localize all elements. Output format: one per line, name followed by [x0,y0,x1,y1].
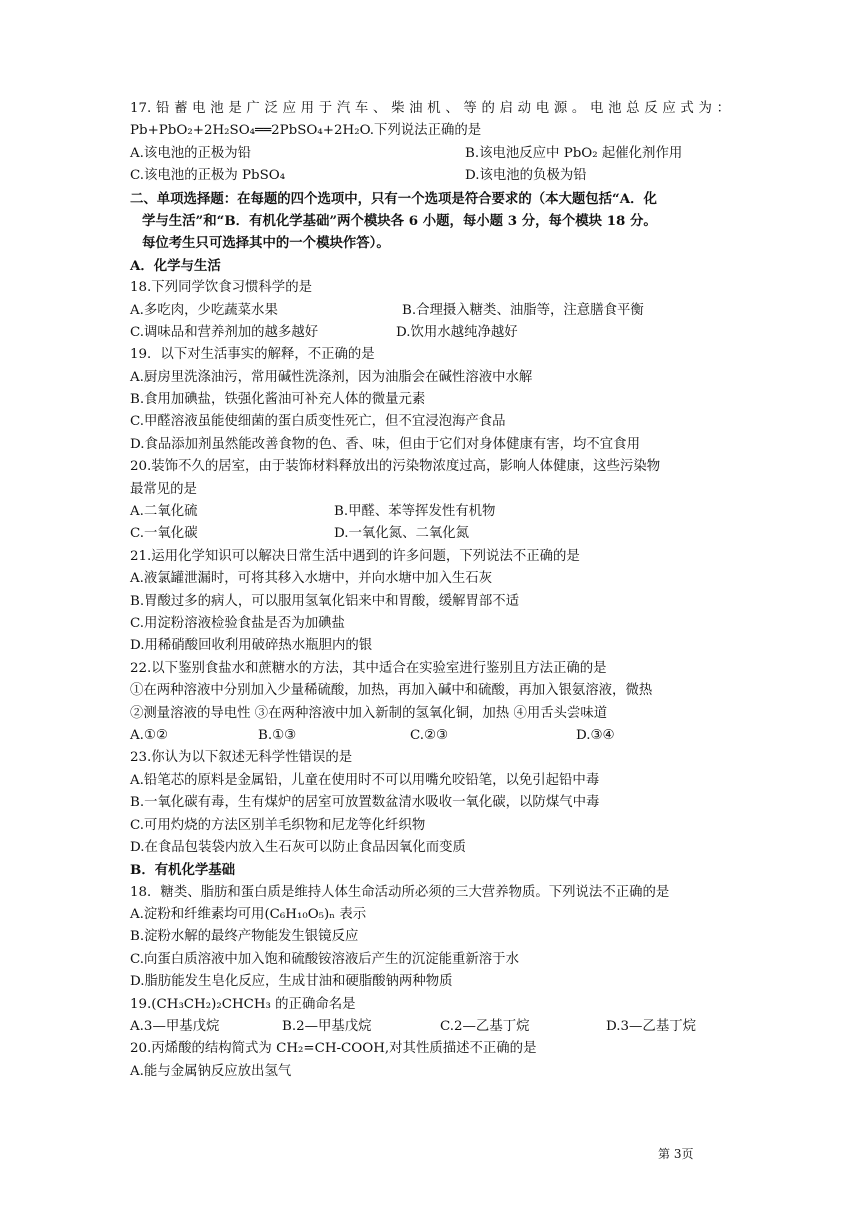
section-two-heading-line2: 学与生活”和“B．有机化学基础”两个模块各 6 小题，每小题 3 分，每个模块 18 分。 [142,212,657,229]
q19a-option-a: A.厨房里洗涤油污，常用碱性洗涤剂，因为油脂会在碱性溶液中水解 [130,369,533,385]
module-a-heading: A．化学与生活 [130,257,221,274]
q20a-options-ab [130,501,730,523]
q18b-option-d: D.脂肪能发生皂化反应，生成甘油和硬脂酸钠两种物质 [130,974,453,990]
q20b-stem: 20.丙烯酸的结构简式为 CH₂=CH-COOH,对其性质描述不正确的是 [130,1041,537,1057]
q17-options-cd [130,165,730,187]
option-text: C.该电池的正极为 PbSO₄ [130,168,286,184]
q18b-stem: 18．糖类、脂肪和蛋白质是维持人体生命活动所必须的三大营养物质。下列说法不正确的是 [130,884,670,900]
q18a-options-cd [130,322,730,344]
option-text: A.①② [130,727,168,743]
option-text: A.3—甲基戊烷 [130,1019,220,1035]
option-text: D.3—乙基丁烷 [606,1019,696,1035]
q22a-stem: 22.以下鉴别食盐水和蔗糖水的方法，其中适合在实验室进行鉴别且方法正确的是 [130,660,607,676]
section-two-heading-line3: 每位考生只可选择其中的一个模块作答）。 [142,235,390,252]
option-text: D.一氧化氮、二氧化氮 [334,526,470,542]
option-text: D.该电池的负极为铅 [465,168,587,184]
section-two-heading: 二、单项选择题：在每题的四个选项中，只有一个选项是符合要求的（本大题包括“A．化 [130,190,657,207]
q17-stem-line2: Pb+PbO₂+2H₂SO₄══2PbSO₄+2H₂O.下列说法正确的是 [130,123,482,139]
q19a-option-b: B.食用加碘盐，铁强化酱油可补充人体的微量元素 [130,392,426,408]
q21a-stem: 21.运用化学知识可以解决日常生活中遇到的许多问题，下列说法不正确的是 [130,548,580,564]
q21a-option-b: B.胃酸过多的病人，可以服用氢氧化铝来中和胃酸，缓解胃部不适 [130,593,520,609]
module-b-heading: B．有机化学基础 [130,862,236,879]
option-text: B.甲醛、苯等挥发性有机物 [334,504,496,520]
q20a-options-cd [130,523,730,545]
option-text: C.调味品和营养剂加的越多越好 [130,324,319,340]
option-text: B.合理摄入糖类、油脂等，注意膳食平衡 [402,302,644,318]
q22a-methods-2-4: ②测量溶液的导电性 ③在两种溶液中加入新制的氢氧化铜，加热 ④用舌头尝味道 [130,705,608,721]
q20a-stem-line2: 最常见的是 [130,481,197,497]
q23a-option-d: D.在食品包装袋内放入生石灰可以防止食品因氧化而变质 [130,839,466,855]
option-text: C.2—乙基丁烷 [440,1019,530,1035]
q21a-option-c: C.用淀粉溶液检验食盐是否为加碘盐 [130,615,345,631]
q20a-stem-line1: 20.装饰不久的居室，由于装饰材料释放出的污染物浓度过高，影响人体健康，这些污染物 [130,459,661,475]
q18a-stem: 18.下列同学饮食习惯科学的是 [130,280,312,296]
q18a-options-ab [130,300,730,322]
q22a-method-1: ①在两种溶液中分别加入少量稀硫酸，加热，再加入碱中和硫酸，再加入银氨溶液，微热 [130,683,653,699]
q17-options-ab [130,143,730,165]
q18b-option-c: C.向蛋白质溶液中加入饱和硫酸铵溶液后产生的沉淀能重新溶于水 [130,951,519,967]
option-text: A.该电池的正极为铅 [130,145,252,161]
option-text: D.③④ [576,727,615,743]
page-number: 第 3页 [658,1147,694,1161]
option-text: B.2—甲基戊烷 [282,1019,372,1035]
q19a-stem: 19．以下对生活事实的解释，不正确的是 [130,347,375,363]
q23a-stem: 23.你认为以下叙述无科学性错误的是 [130,750,353,766]
q21a-option-d: D.用稀硝酸回收利用破碎热水瓶胆内的银 [130,638,373,654]
q18b-option-b: B.淀粉水解的最终产物能发生银镜反应 [130,929,359,945]
q19b-stem: 19.(CH₃CH₂)₂CHCH₃ 的正确命名是 [130,996,356,1012]
q23a-option-b: B.一氧化碳有毒，生有煤炉的居室可放置数盆清水吸收一氧化碳，以防煤气中毒 [130,795,600,811]
exam-content [130,98,730,1083]
q20b-option-a: A.能与金属钠反应放出氢气 [130,1063,292,1079]
option-text: B.①③ [258,727,297,743]
q19a-option-d: D.食品添加剂虽然能改善食物的色、香、味，但由于它们对身体健康有害，均不宜食用 [130,436,640,452]
q18b-option-a: A.淀粉和纤维素均可用(C₆H₁₀O₅)ₙ 表示 [130,907,367,923]
option-text: C.②③ [410,727,449,743]
q19a-option-c: C.甲醛溶液虽能使细菌的蛋白质变性死亡，但不宜浸泡海产食品 [130,414,506,430]
option-text: D.饮用水越纯净越好 [396,324,518,340]
q23a-option-a: A.铅笔芯的原料是金属铅，儿童在使用时不可以用嘴允咬铅笔，以免引起铅中毒 [130,772,600,788]
q19b-options [130,1016,730,1038]
q23a-option-c: C.可用灼烧的方法区别羊毛织物和尼龙等化纤织物 [130,817,426,833]
option-text: C.一氧化碳 [130,526,198,542]
option-text: B.该电池反应中 PbO₂ 起催化剂作用 [465,145,683,161]
option-text: A.二氧化硫 [130,504,198,520]
option-text: A.多吃肉，少吃蔬菜水果 [130,302,278,318]
q17-stem-line1: 17.铅蓄电池是广泛应用于汽车、柴油机、等的启动电源。电池总反应式为： [130,101,730,116]
q21a-option-a: A.液氯罐泄漏时，可将其移入水塘中，并向水塘中加入生石灰 [130,571,493,587]
q22a-options [130,725,730,747]
